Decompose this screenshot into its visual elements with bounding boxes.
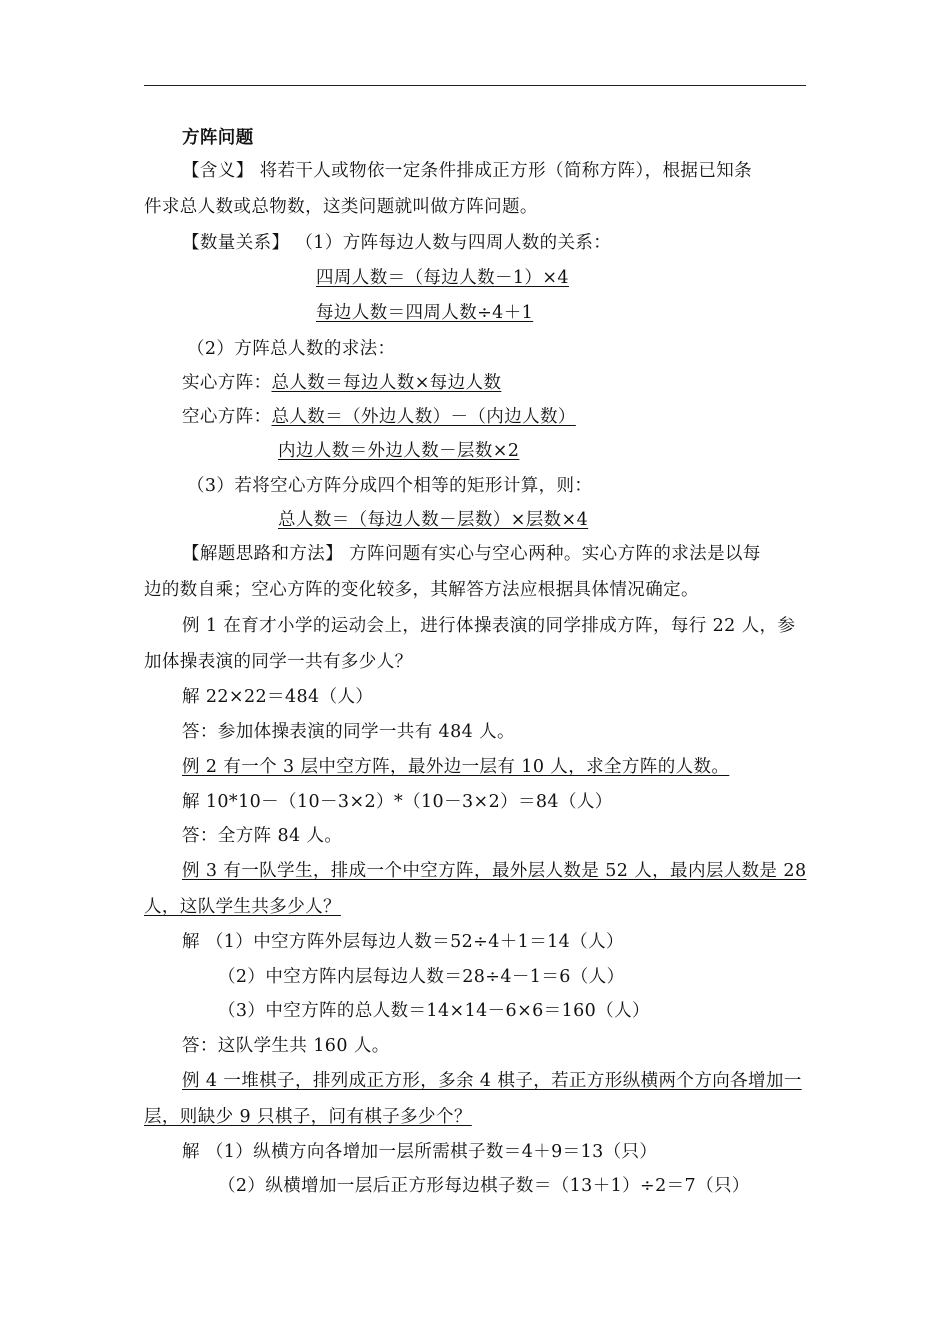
hollow-label: 空心方阵： [182,407,272,427]
meaning-label: 【含义】 [182,161,254,181]
meaning-text-1: 将若干人或物依一定条件排成正方形（简称方阵），根据已知条 [259,161,753,181]
ex3-solution-2: （2）中空方阵内层每边人数＝28÷4－1＝6（人） [218,967,625,987]
ex3-line-2: 人，这队学生共多少人？ [144,897,341,917]
meaning-line-2: 件求总人数或总物数，这类问题就叫做方阵问题。 [144,197,538,217]
ex2-answer: 答：全方阵 84 人。 [182,826,343,846]
formula-rect: 总人数＝（每边人数－层数）×层数×4 [278,510,589,530]
ex2-line-1: 例 2 有一个 3 层中空方阵，最外边一层有 10 人，求全方阵的人数。 [182,757,730,777]
ex1-line-1: 例 1 在育才小学的运动会上，进行体操表演的同学排成方阵，每行 22 人，参 [182,616,796,636]
hollow-line [182,406,576,428]
ex4-solution-1: 解 （1）纵横方向各增加一层所需棋子数＝4＋9＝13（只） [182,1142,658,1162]
header-rule [144,85,806,86]
hollow-formula: 总人数＝（外边人数）－（内边人数） [271,407,576,427]
ex1-solution: 解 22×22＝484（人） [182,687,374,707]
ex2-solution: 解 10*10－（10－3×2）*（10－3×2）＝84（人） [182,792,613,812]
ex3-line-1: 例 3 有一队学生，排成一个中空方阵，最外层人数是 52 人，最内层人数是 28 [182,861,807,881]
method-text-1: 方阵问题有实心与空心两种。实心方阵的求法是以每 [349,544,761,564]
ex1-line-2: 加体操表演的同学一共有多少人？ [144,652,413,672]
page-title: 方阵问题 [182,128,254,148]
formula-side: 每边人数＝四周人数÷4＋1 [316,303,534,323]
relation-label: 【数量关系】 [182,233,290,253]
ex3-solution-3: （3）中空方阵的总人数＝14×14－6×6＝160（人） [218,1001,650,1021]
ex1-answer: 答：参加体操表演的同学一共有 484 人。 [182,722,515,742]
meaning-line-1 [182,160,752,182]
solid-formula: 总人数＝每边人数×每边人数 [271,373,502,393]
method-line-1 [182,543,761,565]
method-line-2: 边的数自乘；空心方阵的变化较多，其解答方法应根据具体情况确定。 [144,580,699,600]
ex3-answer: 答：这队学生共 160 人。 [182,1036,390,1056]
ex4-line-1: 例 4 一堆棋子，排列成正方形，多余 4 棋子，若正方形纵横两个方向各增加一 [182,1071,802,1091]
solid-line [182,372,501,394]
inner-formula: 内边人数＝外边人数－层数×2 [278,441,520,461]
relation-intro: （1）方阵每边人数与四周人数的关系： [295,233,612,253]
ex4-solution-2: （2）纵横增加一层后正方形每边棋子数＝（13＋1）÷2＝7（只） [218,1176,750,1196]
relation-intro-3: （3）若将空心方阵分成四个相等的矩形计算，则： [187,476,593,496]
method-label: 【解题思路和方法】 [182,544,344,564]
ex3-solution-1: 解 （1）中空方阵外层每边人数＝52÷4＋1＝14（人） [182,932,624,952]
relation-line-1 [182,232,611,254]
formula-perimeter: 四周人数＝（每边人数－1）×4 [316,268,569,288]
ex4-line-2: 层，则缺少 9 只棋子，问有棋子多少个？ [144,1107,472,1127]
solid-label: 实心方阵： [182,373,272,393]
relation-intro-2: （2）方阵总人数的求法： [187,339,396,359]
